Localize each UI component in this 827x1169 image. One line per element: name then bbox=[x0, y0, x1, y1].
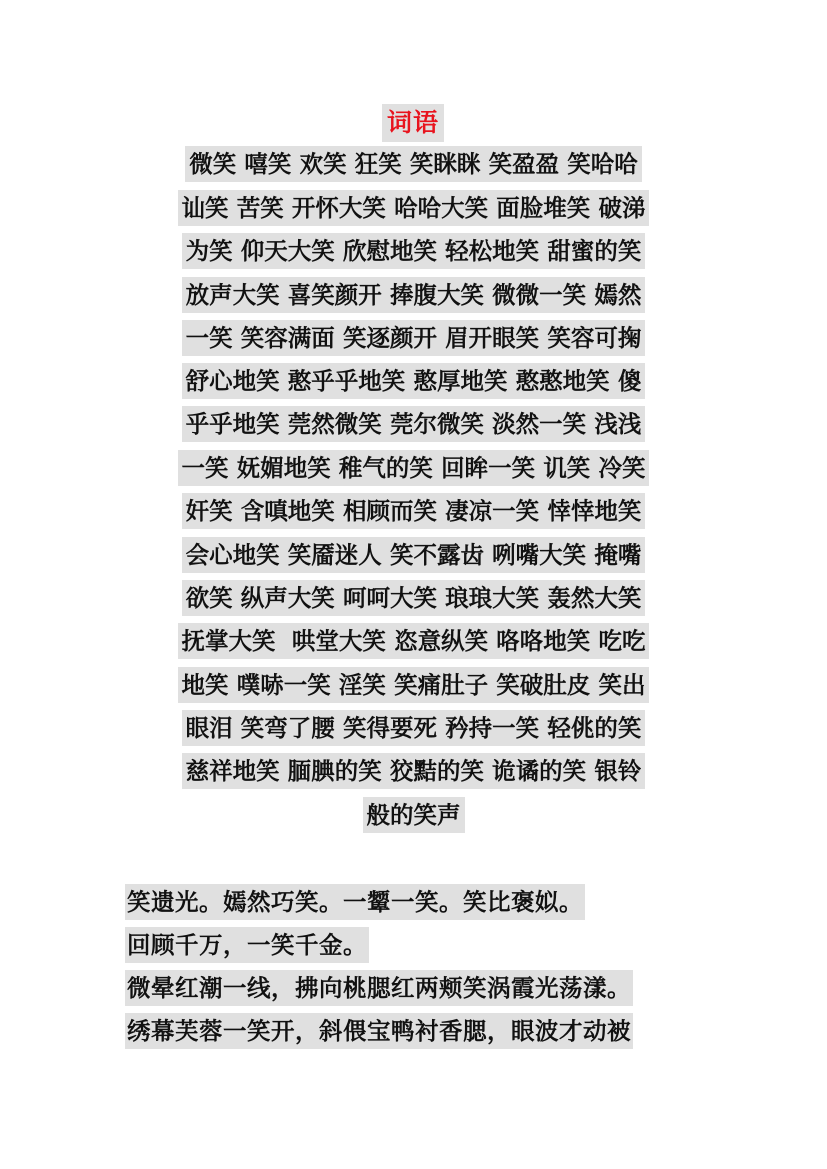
word-line: 乎乎地笑 莞然微笑 莞尔微笑 淡然一笑 浅浅 bbox=[0, 406, 827, 442]
word-line: 放声大笑 喜笑颜开 捧腹大笑 微微一笑 嫣然 bbox=[0, 277, 827, 313]
word-line: 抚掌大笑 哄堂大笑 恣意纵笑 咯咯地笑 吃吃 bbox=[0, 623, 827, 659]
word-line: 为笑 仰天大笑 欣慰地笑 轻松地笑 甜蜜的笑 bbox=[0, 233, 827, 269]
sentence-line: 微晕红潮一线，拂向桃腮红两颊笑涡霞光荡漾。 bbox=[125, 970, 633, 1006]
sentence-line: 笑遗光。嫣然巧笑。一颦一笑。笑比褒姒。 bbox=[125, 884, 585, 920]
word-line: 欲笑 纵声大笑 呵呵大笑 琅琅大笑 轰然大笑 bbox=[0, 580, 827, 616]
word-line: 讪笑 苦笑 开怀大笑 哈哈大笑 面脸堆笑 破涕 bbox=[0, 190, 827, 226]
word-line: 会心地笑 笑靥迷人 笑不露齿 咧嘴大笑 掩嘴 bbox=[0, 537, 827, 573]
word-line: 奸笑 含嗔地笑 相顾而笑 凄凉一笑 悻悻地笑 bbox=[0, 493, 827, 529]
word-line: 地笑 噗哧一笑 淫笑 笑痛肚子 笑破肚皮 笑出 bbox=[0, 667, 827, 703]
word-line: 一笑 妩媚地笑 稚气的笑 回眸一笑 讥笑 冷笑 bbox=[0, 450, 827, 486]
word-line: 般的笑声 bbox=[0, 797, 827, 833]
word-line: 眼泪 笑弯了腰 笑得要死 矜持一笑 轻佻的笑 bbox=[0, 710, 827, 746]
page-title: 词语 bbox=[382, 104, 444, 142]
sentence-line: 回顾千万，一笑千金。 bbox=[125, 927, 369, 963]
word-line: 微笑 嘻笑 欢笑 狂笑 笑眯眯 笑盈盈 笑哈哈 bbox=[0, 146, 827, 182]
sentence-line: 绣幕芙蓉一笑开，斜偎宝鸭衬香腮，眼波才动被 bbox=[125, 1013, 633, 1049]
word-line: 慈祥地笑 腼腆的笑 狡黠的笑 诡谲的笑 银铃 bbox=[0, 753, 827, 789]
word-line: 舒心地笑 憨乎乎地笑 憨厚地笑 憨憨地笑 傻 bbox=[0, 363, 827, 399]
word-line: 一笑 笑容满面 笑逐颜开 眉开眼笑 笑容可掬 bbox=[0, 320, 827, 356]
